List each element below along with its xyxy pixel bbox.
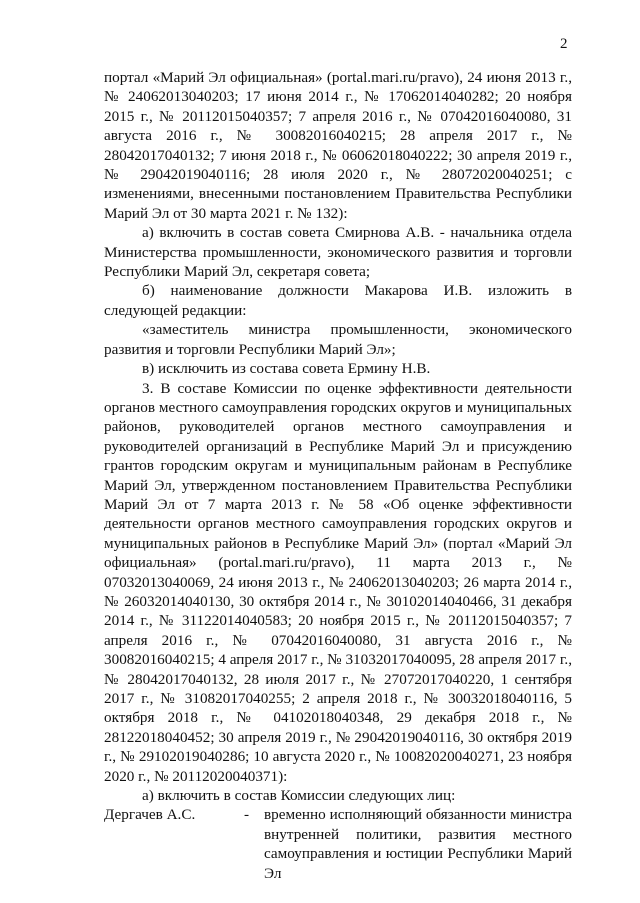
paragraph-new-title-quote: «заместитель министра промышленности, экономического развития и торговли Республики Марий Эл»;: [104, 321, 572, 358]
assignment-person-name: Дергачев А.С.: [104, 806, 196, 824]
paragraph-publication-refs: портал «Марий Эл официальная» (portal.mari.ru/pravo), 24 июня 2013 г., № 24062013040203; 17 июня 2014 г., № 17062014040282; 20 ноября 2015 г., № 20112015040357; 7 апреля 2016 г., № 07042016040080, 31 августа 2016 г., № 30082016040215; 28 апреля 2017 г., № 28042017040132; 7 июня 2018 г., № 06062018040222; 30 апреля 2019 г., № 29042019040116; 28 июля 2020 г., № 28072020040251; с изменениями, внесенными постановлением Правительства Республики Марий Эл от 30 марта 2021 г. № 132):: [104, 69, 572, 222]
assignment-position: временно исполняющий обязанности министра внутренней политики, развития местного самоуправления и юстиции Республики Марий Эл: [264, 806, 572, 882]
document-body: [104, 68, 572, 883]
paragraph-item-b-rename: б) наименование должности Макарова И.В. изложить в следующей редакции:: [104, 282, 572, 319]
paragraph-section-3-commission: 3. В составе Комиссии по оценке эффективности деятельности органов местного самоуправления городских округов и муниципальных районов, руководителей органов местного самоуправления и руководителей организаций в Республике Марий Эл и присуждению грантов городским округам и муниципальным районам в Республике Марий Эл, утвержденном постановлением Правительства Республики Марий Эл от 7 марта 2013 г. № 58 «Об оценке эффективности деятельности органов местного самоуправления городских округов и муниципальных районов в Республике Марий Эл» (портал «Марий Эл официальная» (portal.mari.ru/pravo), 11 марта 2013 г., № 07032013040069, 24 июня 2013 г., № 24062013040203; 26 марта 2014 г., № 26032014040130, 30 октября 2014 г., № 30102014040466, 31 декабря 2014 г., № 31122014040583; 20 ноября 2015 г., № 20112015040357; 7 апреля 2016 г., № 07042016040080, 31 августа 2016 г., № 30082016040215; 4 апреля 2017 г., № 31032017040095, 28 апреля 2017 г., № 28042017040132, 28 июля 2017 г., № 27072017040220, 1 сентября 2017 г., № 31082017040255; 2 апреля 2018 г., № 30032018040116, 5 октября 2018 г., № 04102018040348, 29 декабря 2018 г., № 28122018040452; 30 апреля 2019 г., № 29042019040116, 30 октября 2019 г., № 29102019040286; 10 августа 2020 г., № 10082020040271, 23 ноября 2020 г., № 20112020040371):: [104, 379, 572, 785]
assignment-row: [104, 805, 572, 883]
paragraph-item-a-commission: а) включить в состав Комиссии следующих лиц:: [142, 787, 456, 805]
assignment-dash: -: [244, 806, 250, 824]
page-number: 2: [560, 36, 568, 52]
paragraph-item-a-include: а) включить в состав совета Смирнова А.В. - начальника отдела Министерства промышленности, экономического развития и торговли Республики Марий Эл, секретаря совета;: [104, 224, 572, 281]
paragraph-item-c-exclude: в) исключить из состава совета Ермину Н.В.: [142, 360, 431, 378]
